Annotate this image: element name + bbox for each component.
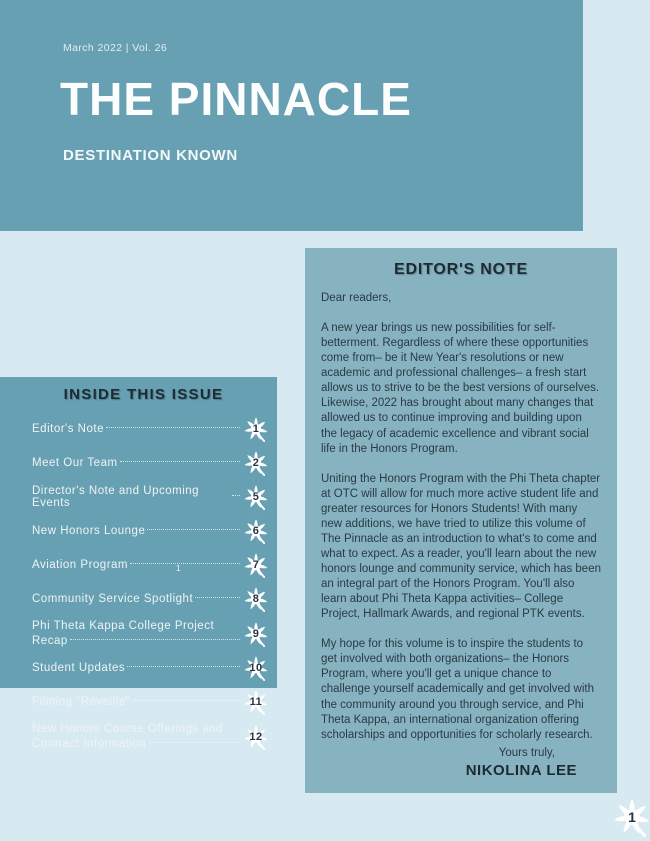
toc-item-label: New Honors Lounge: [32, 525, 146, 537]
toc-item-label: Director's Note and Upcoming Events: [32, 485, 200, 509]
toc-item-label: Community Service Spotlight: [32, 593, 194, 605]
toc-item-label: Editor's Note: [32, 423, 104, 435]
leaf-icon: [243, 724, 269, 750]
toc-item-label-line2: Recap: [32, 635, 68, 647]
editors-note-title: EDITOR'S NOTE: [394, 261, 528, 278]
leaf-icon: [243, 484, 269, 510]
dot-leader: [130, 563, 240, 564]
toc-item-course-offerings[interactable]: [32, 723, 269, 750]
masthead-header: [0, 0, 583, 231]
issue-date-volume: March 2022 | Vol. 26: [63, 42, 168, 54]
newsletter-title: THE PINNACLE: [60, 73, 412, 125]
toc-page-number: 6: [252, 525, 260, 537]
toc-item-filming-reveille[interactable]: [32, 689, 269, 715]
editors-note-salutation: Dear readers,: [321, 292, 392, 304]
toc-item-lines: [32, 723, 243, 750]
toc-item-ptk-college-project[interactable]: [32, 620, 269, 647]
editors-note-body: [321, 291, 601, 743]
dot-leader: [232, 495, 240, 496]
leaf-icon: [243, 552, 269, 578]
leaf-icon: [243, 621, 269, 647]
leaf-icon: [243, 518, 269, 544]
dot-leader: [127, 666, 240, 667]
toc-page-number: 10: [249, 662, 263, 674]
toc-page-number: 12: [249, 730, 263, 743]
toc-item-new-honors-lounge[interactable]: [32, 518, 269, 544]
editors-note-panel: [305, 248, 617, 793]
toc-item-label: New Honors Course Offerings and: [32, 723, 224, 735]
toc-item-label: Meet Our Team: [32, 457, 118, 469]
toc-page-number: 8: [252, 593, 260, 605]
dot-leader: [195, 597, 240, 598]
toc-page-number: 2: [252, 457, 260, 469]
toc-item-meet-our-team[interactable]: [32, 450, 269, 476]
leaf-icon: [243, 450, 269, 476]
page-number-badge: [612, 797, 650, 837]
toc-item-label-line2: Contract Information: [32, 738, 147, 750]
leaf-icon: [243, 689, 269, 715]
toc-item-label: Aviation Program: [32, 559, 128, 571]
toc-item-label: Phi Theta Kappa College Project: [32, 620, 215, 632]
toc-item-community-service[interactable]: [32, 586, 269, 612]
toc-title: INSIDE THIS ISSUE: [63, 386, 224, 403]
editors-note-paragraph: A new year brings us new possibilities for self-betterment. Regardless of where these opportunities come from– be it New Year's resolutions or new academic and professional challenges– a fresh start allows us to strive to be the best versions of ourselves. Likewise, 2022 has brought about many changes that allowed us to continue improving and building upon the legacy of academic excellence and vibrant social life in the Honors Program.: [321, 322, 600, 455]
dot-leader: [148, 742, 240, 743]
editors-note-paragraph: My hope for this volume is to inspire the students to get involved with both organizations– the Honors Program, where you'll get a unique chance to challenge yourself academically and get involved with the community around you through service, and Phi Theta Kappa, an international organization offering scholarships and opportunities for scholarly research.: [321, 638, 594, 741]
signature-name: NIKOLINA LEE: [465, 761, 577, 779]
leaf-icon: [243, 586, 269, 612]
dot-leader: [147, 529, 240, 530]
toc-page-number: 11: [249, 696, 263, 708]
toc-panel: [0, 377, 277, 750]
toc-item-label: Student Updates: [32, 662, 126, 674]
toc-item-aviation-program[interactable]: [32, 552, 269, 578]
toc-page-number: 7: [252, 559, 260, 571]
editors-note-paragraph: Uniting the Honors Program with the Phi Theta chapter at OTC will allow for much more active student life and greater resources for Honors Students! With many new additions, we have tried to utilize this volume of The Pinnacle as an introduction to what's to come and what to expect. As a reader, you'll learn about the new honors lounge and community service, which has been an integral part of the Honors Program. You'll also learn about Phi Theta Kappa activities– College Project, Hallmark Awards, and regional PTK events.: [321, 472, 601, 621]
toc-list: [32, 416, 269, 750]
dot-leader: [106, 427, 240, 428]
toc-item-editors-note[interactable]: [32, 416, 269, 442]
toc-page-number: 5: [252, 491, 260, 503]
leaf-icon: [243, 416, 269, 442]
closing-line: Yours truly,: [498, 746, 555, 759]
dot-leader: [70, 639, 240, 640]
page-number: 1: [628, 809, 636, 825]
dot-leader: [120, 461, 240, 462]
toc-page-number: 9: [252, 627, 260, 640]
toc-stray-superscript: 1: [176, 563, 181, 573]
toc-item-directors-note[interactable]: [32, 484, 269, 510]
toc-page-number: 1: [252, 423, 260, 435]
toc-item-label: Filming "Reveille": [32, 696, 131, 708]
dot-leader: [132, 700, 240, 701]
newsletter-tagline: DESTINATION KNOWN: [63, 147, 238, 164]
toc-item-lines: [32, 620, 243, 647]
leaf-icon: [243, 655, 269, 681]
toc-item-student-updates[interactable]: [32, 655, 269, 681]
